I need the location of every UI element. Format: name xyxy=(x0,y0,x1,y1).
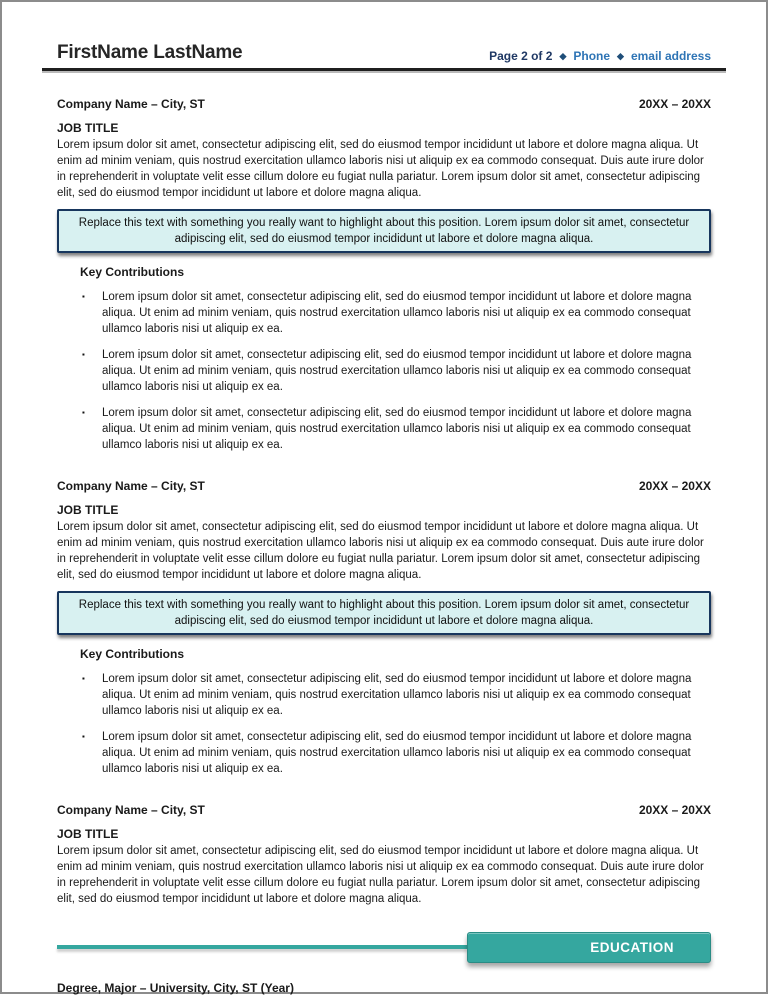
page-header xyxy=(42,2,726,71)
email-link[interactable]: email address xyxy=(630,49,711,63)
experience-section-3 xyxy=(57,803,711,907)
bullet-square-icon: ▪ xyxy=(82,292,85,301)
bullet-text: Lorem ipsum dolor sit amet, consectetur adipiscing elit, sed do eiusmod tempor incididunt ut labore et dolore magna aliqua. Ut enim ad minim veniam, quis nostrud exercitation ullamco laboris nisi ut aliquip ex ea commodo consequat ullamco laboris nisi ut aliquip ex ea. xyxy=(102,291,692,335)
company-name: Company Name – City, ST xyxy=(57,479,205,493)
job-summary: Lorem ipsum dolor sit amet, consectetur adipiscing elit, sed do eiusmod tempor incididunt ut labore et dolore magna aliqua. Ut enim ad minim veniam, quis nostrud exercitation ullamco laboris nisi ut aliquip ex ea commodo consequat. Duis aute irure dolor in reprehenderit in voluptate velit esse cillum dolore eu fugiat nulla pariatur. Lorem ipsum dolor sit amet, consectetur adipiscing elit, sed do eiusmod tempor incididunt ut labore et dolore magna aliqua. xyxy=(57,845,704,905)
phone-link[interactable]: Phone xyxy=(573,49,611,63)
education-section-divider xyxy=(57,931,711,963)
bullet-text: Lorem ipsum dolor sit amet, consectetur adipiscing elit, sed do eiusmod tempor incididunt ut labore et dolore magna aliqua. Ut enim ad minim veniam, quis nostrud exercitation ullamco laboris nisi ut aliquip ex ea commodo consequat ullamco laboris nisi ut aliquip ex ea. xyxy=(102,349,692,393)
company-name: Company Name – City, ST xyxy=(57,97,205,111)
key-contributions-heading: Key Contributions xyxy=(80,265,184,279)
employment-dates: 20XX – 20XX xyxy=(638,479,711,493)
bullet-text: Lorem ipsum dolor sit amet, consectetur adipiscing elit, sed do eiusmod tempor incididunt ut labore et dolore magna aliqua. Ut enim ad minim veniam, quis nostrud exercitation ullamco laboris nisi ut aliquip ex ea commodo consequat ullamco laboris nisi ut aliquip ex ea. xyxy=(102,673,692,717)
education-heading-badge: EDUCATION xyxy=(467,932,711,963)
bullet-text: Lorem ipsum dolor sit amet, consectetur adipiscing elit, sed do eiusmod tempor incididunt ut labore et dolore magna aliqua. Ut enim ad minim veniam, quis nostrud exercitation ullamco laboris nisi ut aliquip ex ea commodo consequat ullamco laboris nisi ut aliquip ex ea. xyxy=(102,407,692,451)
list-item xyxy=(82,671,711,719)
job-summary: Lorem ipsum dolor sit amet, consectetur adipiscing elit, sed do eiusmod tempor incididunt ut labore et dolore magna aliqua. Ut enim ad minim veniam, quis nostrud exercitation ullamco laboris nisi ut aliquip ex ea commodo consequat. Duis aute irure dolor in reprehenderit in voluptate velit esse cillum dolore eu fugiat nulla pariatur. Lorem ipsum dolor sit amet, consectetur adipiscing elit, sed do eiusmod tempor incididunt ut labore et dolore magna aliqua. xyxy=(57,139,704,199)
person-name: FirstName LastName xyxy=(57,42,243,63)
key-contributions-heading: Key Contributions xyxy=(80,647,184,661)
highlight-callout: Replace this text with something you really want to highlight about this position. Lorem ipsum dolor sit amet, consectetur adipiscing elit, sed do eiusmod tempor incididunt ut labore et dolore magna aliqua. xyxy=(57,209,711,253)
job-title: JOB TITLE xyxy=(57,503,119,517)
list-item xyxy=(82,405,711,453)
experience-section-2 xyxy=(57,479,711,777)
job-title: JOB TITLE xyxy=(57,827,119,841)
diamond-separator-icon: ◆ xyxy=(559,51,567,61)
job-title: JOB TITLE xyxy=(57,121,119,135)
list-item xyxy=(82,729,711,777)
job-summary: Lorem ipsum dolor sit amet, consectetur adipiscing elit, sed do eiusmod tempor incididunt ut labore et dolore magna aliqua. Ut enim ad minim veniam, quis nostrud exercitation ullamco laboris nisi ut aliquip ex ea commodo consequat. Duis aute irure dolor in reprehenderit in voluptate velit esse cillum dolore eu fugiat nulla pariatur. Lorem ipsum dolor sit amet, consectetur adipiscing elit, sed do eiusmod tempor incididunt ut labore et dolore magna aliqua. xyxy=(57,521,704,581)
header-contact-info xyxy=(489,49,711,64)
list-item xyxy=(82,289,711,337)
bullet-square-icon: ▪ xyxy=(82,408,85,417)
employment-dates: 20XX – 20XX xyxy=(638,97,711,111)
employment-dates: 20XX – 20XX xyxy=(638,803,711,817)
page-number: Page 2 of 2 xyxy=(489,49,553,63)
bullet-text: Lorem ipsum dolor sit amet, consectetur adipiscing elit, sed do eiusmod tempor incididunt ut labore et dolore magna aliqua. Ut enim ad minim veniam, quis nostrud exercitation ullamco laboris nisi ut aliquip ex ea commodo consequat ullamco laboris nisi ut aliquip ex ea. xyxy=(102,731,692,775)
teal-divider-line xyxy=(57,945,467,949)
list-item xyxy=(82,347,711,395)
bullet-square-icon: ▪ xyxy=(82,350,85,359)
diamond-separator-icon: ◆ xyxy=(617,51,624,61)
bullet-square-icon: ▪ xyxy=(82,674,85,683)
company-name: Company Name – City, ST xyxy=(57,803,205,817)
bullet-square-icon: ▪ xyxy=(82,732,85,741)
degree-line: Degree, Major – University, City, ST (Year) xyxy=(57,981,294,995)
highlight-callout: Replace this text with something you really want to highlight about this position. Lorem ipsum dolor sit amet, consectetur adipiscing elit, sed do eiusmod tempor incididunt ut labore et dolore magna aliqua. xyxy=(57,591,711,635)
experience-section-1 xyxy=(57,97,711,453)
